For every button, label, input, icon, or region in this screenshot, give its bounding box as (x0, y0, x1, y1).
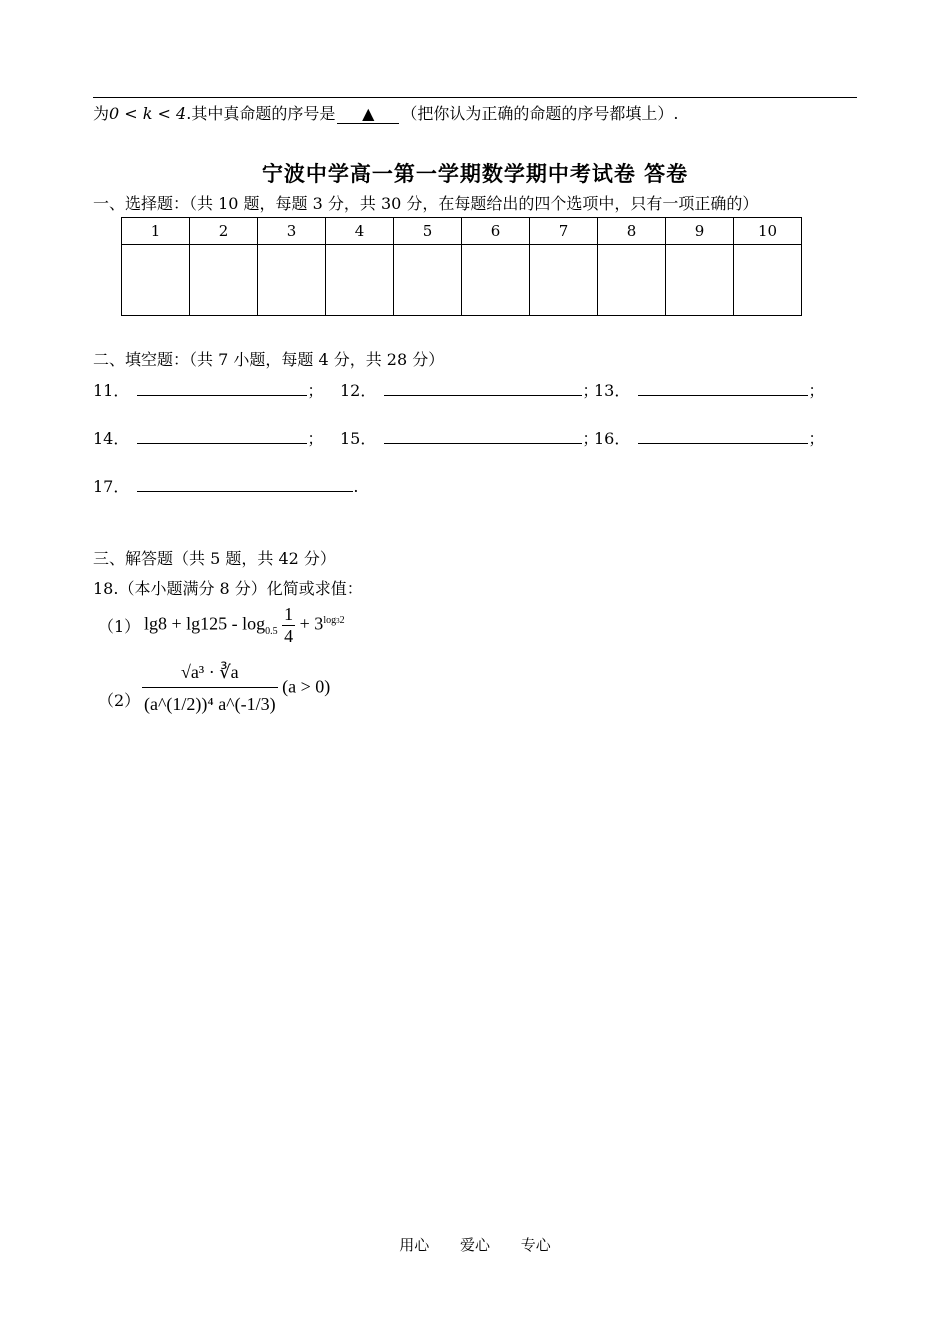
column-header: 10 (734, 218, 802, 245)
question-18: 18.（本小题满分 8 分）化简或求值： (93, 579, 363, 598)
answer-cell[interactable] (462, 245, 530, 316)
fraction-denominator: 4 (284, 626, 294, 646)
carryover-prefix: 为 (93, 104, 110, 123)
part-2-label: （2） (98, 691, 141, 710)
answer-cell[interactable] (734, 245, 802, 316)
fill-end: . (353, 477, 359, 496)
fraction-radical (142, 662, 278, 715)
fill-item-13 (594, 378, 824, 401)
fill-item-16 (594, 426, 824, 449)
section2-heading: 二、填空题：（共 7 小题，每题 4 分，共 28 分） (93, 350, 445, 369)
fill-blank[interactable] (638, 379, 808, 396)
answer-blank[interactable] (337, 104, 399, 124)
exponent-log-arg: 2 (339, 614, 345, 626)
fill-item-12 (340, 378, 598, 401)
expr-power-base: + 3 (299, 613, 324, 634)
fill-end: ； (582, 429, 599, 448)
fill-blank[interactable] (384, 427, 582, 444)
table-header-row (122, 218, 802, 245)
triangle-icon: ▲ (362, 104, 375, 123)
fill-end: ； (808, 429, 825, 448)
fill-end: ； (307, 429, 324, 448)
part-2-expression (142, 662, 330, 715)
choice-answer-table (121, 217, 802, 316)
column-header: 6 (462, 218, 530, 245)
carryover-middle: .其中真命题的序号是 (186, 104, 336, 123)
column-header: 2 (190, 218, 258, 245)
fill-number: 15． (340, 429, 377, 448)
answer-cell[interactable] (394, 245, 462, 316)
fill-end: ； (307, 381, 324, 400)
answer-cell[interactable] (530, 245, 598, 316)
fill-number: 17． (93, 477, 130, 496)
fill-end: ； (808, 381, 825, 400)
answer-cell[interactable] (666, 245, 734, 316)
table-answer-row (122, 245, 802, 316)
answer-cell[interactable] (122, 245, 190, 316)
fraction-quarter (282, 604, 295, 647)
fill-end: ； (582, 381, 599, 400)
exponent-log (323, 615, 344, 626)
fill-item-15 (340, 426, 598, 449)
page-footer: 用心 爱心 专心 (399, 1236, 551, 1254)
column-header: 3 (258, 218, 326, 245)
fill-blank[interactable] (137, 379, 307, 396)
column-header: 9 (666, 218, 734, 245)
answer-cell[interactable] (326, 245, 394, 316)
fill-number: 13． (594, 381, 631, 400)
answer-cell[interactable] (598, 245, 666, 316)
fill-number: 14． (93, 429, 130, 448)
fill-blank[interactable] (137, 427, 307, 444)
top-rule (93, 97, 857, 98)
fill-blank[interactable] (137, 475, 353, 492)
part-1-label: （1） (98, 617, 141, 636)
answer-cell[interactable] (258, 245, 326, 316)
exponent-log-base: 3 (336, 616, 340, 625)
expr-lg-terms: lg8 + lg125 - log (144, 613, 266, 634)
page-title: 宁波中学高一第一学期数学期中考试卷 答卷 (261, 161, 689, 186)
exponent-log-text: log (323, 614, 337, 626)
section1-heading: 一、选择题：（共 10 题，每题 3 分，共 30 分，在每题给出的四个选项中，只有一项正确的） (93, 194, 759, 213)
column-header: 1 (122, 218, 190, 245)
fill-item-11 (93, 378, 323, 401)
carryover-line (93, 101, 678, 124)
carryover-suffix: （把你认为正确的命题的序号都填上）. (401, 104, 679, 123)
fill-blank[interactable] (638, 427, 808, 444)
fill-number: 12． (340, 381, 377, 400)
section3-heading: 三、解答题（共 5 题，共 42 分） (93, 549, 336, 568)
fraction-denominator: (a^(1/2))⁴ a^(-1/3) (144, 694, 276, 714)
part-1-expression (144, 604, 345, 647)
fraction-numerator: √a³ · ∛a (142, 662, 278, 688)
fill-item-17 (93, 474, 358, 497)
fill-blank[interactable] (384, 379, 582, 396)
fill-number: 16． (594, 429, 631, 448)
fill-number: 11． (93, 381, 130, 400)
column-header: 5 (394, 218, 462, 245)
fraction-numerator: 1 (284, 604, 294, 624)
carryover-math: 0 < k < 4 (109, 104, 187, 123)
column-header: 8 (598, 218, 666, 245)
answer-cell[interactable] (190, 245, 258, 316)
column-header: 4 (326, 218, 394, 245)
column-header: 7 (530, 218, 598, 245)
log-base: 0.5 (265, 626, 278, 638)
condition: (a > 0) (282, 676, 331, 697)
fill-item-14 (93, 426, 323, 449)
